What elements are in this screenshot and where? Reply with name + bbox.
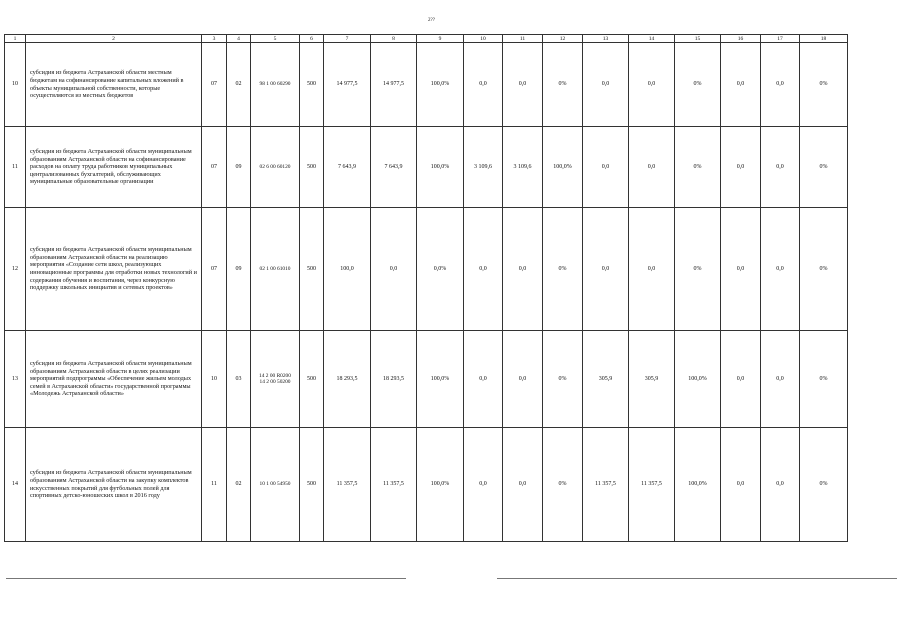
col12-percent: 0% bbox=[543, 331, 583, 428]
approved-percent: 0,0% bbox=[417, 208, 464, 331]
column-number: 5 bbox=[251, 35, 300, 43]
expense-type-code: 500 bbox=[300, 43, 324, 127]
col17-value: 0,0 bbox=[761, 331, 800, 428]
column-number: 17 bbox=[761, 35, 800, 43]
col11-value: 3 109,6 bbox=[503, 127, 543, 208]
column-number: 4 bbox=[227, 35, 251, 43]
col15-percent: 0% bbox=[675, 127, 721, 208]
approved-percent: 100,0% bbox=[417, 331, 464, 428]
column-number: 6 bbox=[300, 35, 324, 43]
table-row bbox=[5, 208, 848, 331]
col17-value: 0,0 bbox=[761, 127, 800, 208]
row-number: 12 bbox=[5, 208, 26, 331]
row-number: 13 bbox=[5, 331, 26, 428]
target-article-code bbox=[251, 428, 300, 542]
target-article-code bbox=[251, 43, 300, 127]
expense-type-code: 500 bbox=[300, 331, 324, 428]
approved-amount: 14 977,5 bbox=[371, 43, 417, 127]
subsidy-description: субсидия из бюджета Астраханской области муниципальным образованиям Астраханской области на софинансирование расходов на оплату труда работников муниципальных централизованных бухгалтерий, обслуживающих муниципальные образовательные организации bbox=[26, 127, 202, 208]
column-number: 1 bbox=[5, 35, 26, 43]
row-number: 14 bbox=[5, 428, 26, 542]
col12-percent: 0% bbox=[543, 208, 583, 331]
column-number: 10 bbox=[464, 35, 503, 43]
column-number: 2 bbox=[26, 35, 202, 43]
col10-value: 0,0 bbox=[464, 43, 503, 127]
col17-value: 0,0 bbox=[761, 208, 800, 331]
target-article-code bbox=[251, 331, 300, 428]
col13-value: 0,0 bbox=[583, 208, 629, 331]
col11-value: 0,0 bbox=[503, 208, 543, 331]
col11-value: 0,0 bbox=[503, 43, 543, 127]
table-row bbox=[5, 331, 848, 428]
approved-amount: 18 293,5 bbox=[371, 331, 417, 428]
col17-value: 0,0 bbox=[761, 428, 800, 542]
code-line: 02 1 00 61010 bbox=[259, 265, 291, 272]
subsidy-description: субсидия из бюджета Астраханской области муниципальным образованиям Астраханской области на закупку комплектов искусственных покрытий для футбольных полей для спортивных детско-юношеских школ в 2016 году bbox=[26, 428, 202, 542]
approved-amount: 11 357,5 bbox=[371, 428, 417, 542]
col16-value: 0,0 bbox=[721, 208, 761, 331]
col11-value: 0,0 bbox=[503, 428, 543, 542]
column-number: 13 bbox=[583, 35, 629, 43]
col15-percent: 100,0% bbox=[675, 428, 721, 542]
approved-percent: 100,0% bbox=[417, 127, 464, 208]
section-code: 07 bbox=[202, 43, 227, 127]
section-code: 07 bbox=[202, 127, 227, 208]
column-number: 3 bbox=[202, 35, 227, 43]
table-row bbox=[5, 127, 848, 208]
target-article-code bbox=[251, 208, 300, 331]
subsidy-description: субсидия из бюджета Астраханской области муниципальным образованиям Астраханской области на реализацию мероприятия «Создание сети школ, реализующих инновационные программы для отработки новых технологий и содержания обучения и воспитания, через конкурсную поддержку школьных инициатив и сетевых проектов» bbox=[26, 208, 202, 331]
section-code: 10 bbox=[202, 331, 227, 428]
subsidy-description: субсидия из бюджета Астраханской области муниципальным образованиям Астраханской области в целях реализации мероприятий подпрограммы «Обеспечение жильем молодых семей в Астраханской области» государственной программы «Молодежь Астраханской области» bbox=[26, 331, 202, 428]
plan-amount: 14 977,5 bbox=[324, 43, 371, 127]
column-number: 15 bbox=[675, 35, 721, 43]
section-code: 07 bbox=[202, 208, 227, 331]
subsection-code: 09 bbox=[227, 127, 251, 208]
plan-amount: 11 357,5 bbox=[324, 428, 371, 542]
page-number: 2?? bbox=[428, 18, 435, 23]
footer-rule-right bbox=[497, 578, 897, 579]
col10-value: 3 109,6 bbox=[464, 127, 503, 208]
approved-percent: 100,0% bbox=[417, 43, 464, 127]
expense-type-code: 500 bbox=[300, 428, 324, 542]
code-line: 02 6 00 60120 bbox=[259, 163, 291, 170]
col13-value: 305,9 bbox=[583, 331, 629, 428]
subsection-code: 02 bbox=[227, 43, 251, 127]
col18-percent: 0% bbox=[800, 428, 848, 542]
column-number: 11 bbox=[503, 35, 543, 43]
col14-value: 305,9 bbox=[629, 331, 675, 428]
col11-value: 0,0 bbox=[503, 331, 543, 428]
column-number: 12 bbox=[543, 35, 583, 43]
plan-amount: 18 293,5 bbox=[324, 331, 371, 428]
col13-value: 0,0 bbox=[583, 127, 629, 208]
table-row bbox=[5, 43, 848, 127]
column-number: 16 bbox=[721, 35, 761, 43]
row-number: 10 bbox=[5, 43, 26, 127]
col14-value: 0,0 bbox=[629, 127, 675, 208]
subsection-code: 09 bbox=[227, 208, 251, 331]
target-article-code bbox=[251, 127, 300, 208]
col15-percent: 0% bbox=[675, 43, 721, 127]
col12-percent: 100,0% bbox=[543, 127, 583, 208]
col14-value: 0,0 bbox=[629, 208, 675, 331]
code-line: 14 2 00 R0200 bbox=[259, 372, 291, 379]
col12-percent: 0% bbox=[543, 428, 583, 542]
col13-value: 0,0 bbox=[583, 43, 629, 127]
col14-value: 0,0 bbox=[629, 43, 675, 127]
col18-percent: 0% bbox=[800, 127, 848, 208]
column-number: 18 bbox=[800, 35, 848, 43]
approved-amount: 0,0 bbox=[371, 208, 417, 331]
col18-percent: 0% bbox=[800, 331, 848, 428]
code-line: 98 1 00 60290 bbox=[259, 81, 291, 88]
subsection-code: 02 bbox=[227, 428, 251, 542]
col16-value: 0,0 bbox=[721, 43, 761, 127]
approved-amount: 7 643,9 bbox=[371, 127, 417, 208]
column-number: 14 bbox=[629, 35, 675, 43]
table-row bbox=[5, 428, 848, 542]
col15-percent: 0% bbox=[675, 208, 721, 331]
col16-value: 0,0 bbox=[721, 127, 761, 208]
subsidy-description: субсидия из бюджета Астраханской области местным бюджетам на софинансирование капитальных вложений в объекты муниципальной собственности, которые осуществляются из местных бюджетов bbox=[26, 43, 202, 127]
col17-value: 0,0 bbox=[761, 43, 800, 127]
row-number: 11 bbox=[5, 127, 26, 208]
code-line: 14 2 00 50200 bbox=[259, 379, 291, 385]
column-number: 8 bbox=[371, 35, 417, 43]
col16-value: 0,0 bbox=[721, 428, 761, 542]
col12-percent: 0% bbox=[543, 43, 583, 127]
col18-percent: 0% bbox=[800, 208, 848, 331]
column-number: 7 bbox=[324, 35, 371, 43]
expense-type-code: 500 bbox=[300, 208, 324, 331]
column-number: 9 bbox=[417, 35, 464, 43]
subsection-code: 03 bbox=[227, 331, 251, 428]
col16-value: 0,0 bbox=[721, 331, 761, 428]
col10-value: 0,0 bbox=[464, 208, 503, 331]
col10-value: 0,0 bbox=[464, 331, 503, 428]
col13-value: 11 357,5 bbox=[583, 428, 629, 542]
plan-amount: 7 643,9 bbox=[324, 127, 371, 208]
col14-value: 11 357,5 bbox=[629, 428, 675, 542]
approved-percent: 100,0% bbox=[417, 428, 464, 542]
plan-amount: 100,0 bbox=[324, 208, 371, 331]
budget-table bbox=[4, 34, 848, 542]
col18-percent: 0% bbox=[800, 43, 848, 127]
col15-percent: 100,0% bbox=[675, 331, 721, 428]
section-code: 11 bbox=[202, 428, 227, 542]
col10-value: 0,0 bbox=[464, 428, 503, 542]
expense-type-code: 500 bbox=[300, 127, 324, 208]
footer-rule-left bbox=[6, 578, 406, 579]
column-number-row bbox=[5, 35, 848, 43]
code-line: 10 1 00 54950 bbox=[259, 481, 291, 488]
